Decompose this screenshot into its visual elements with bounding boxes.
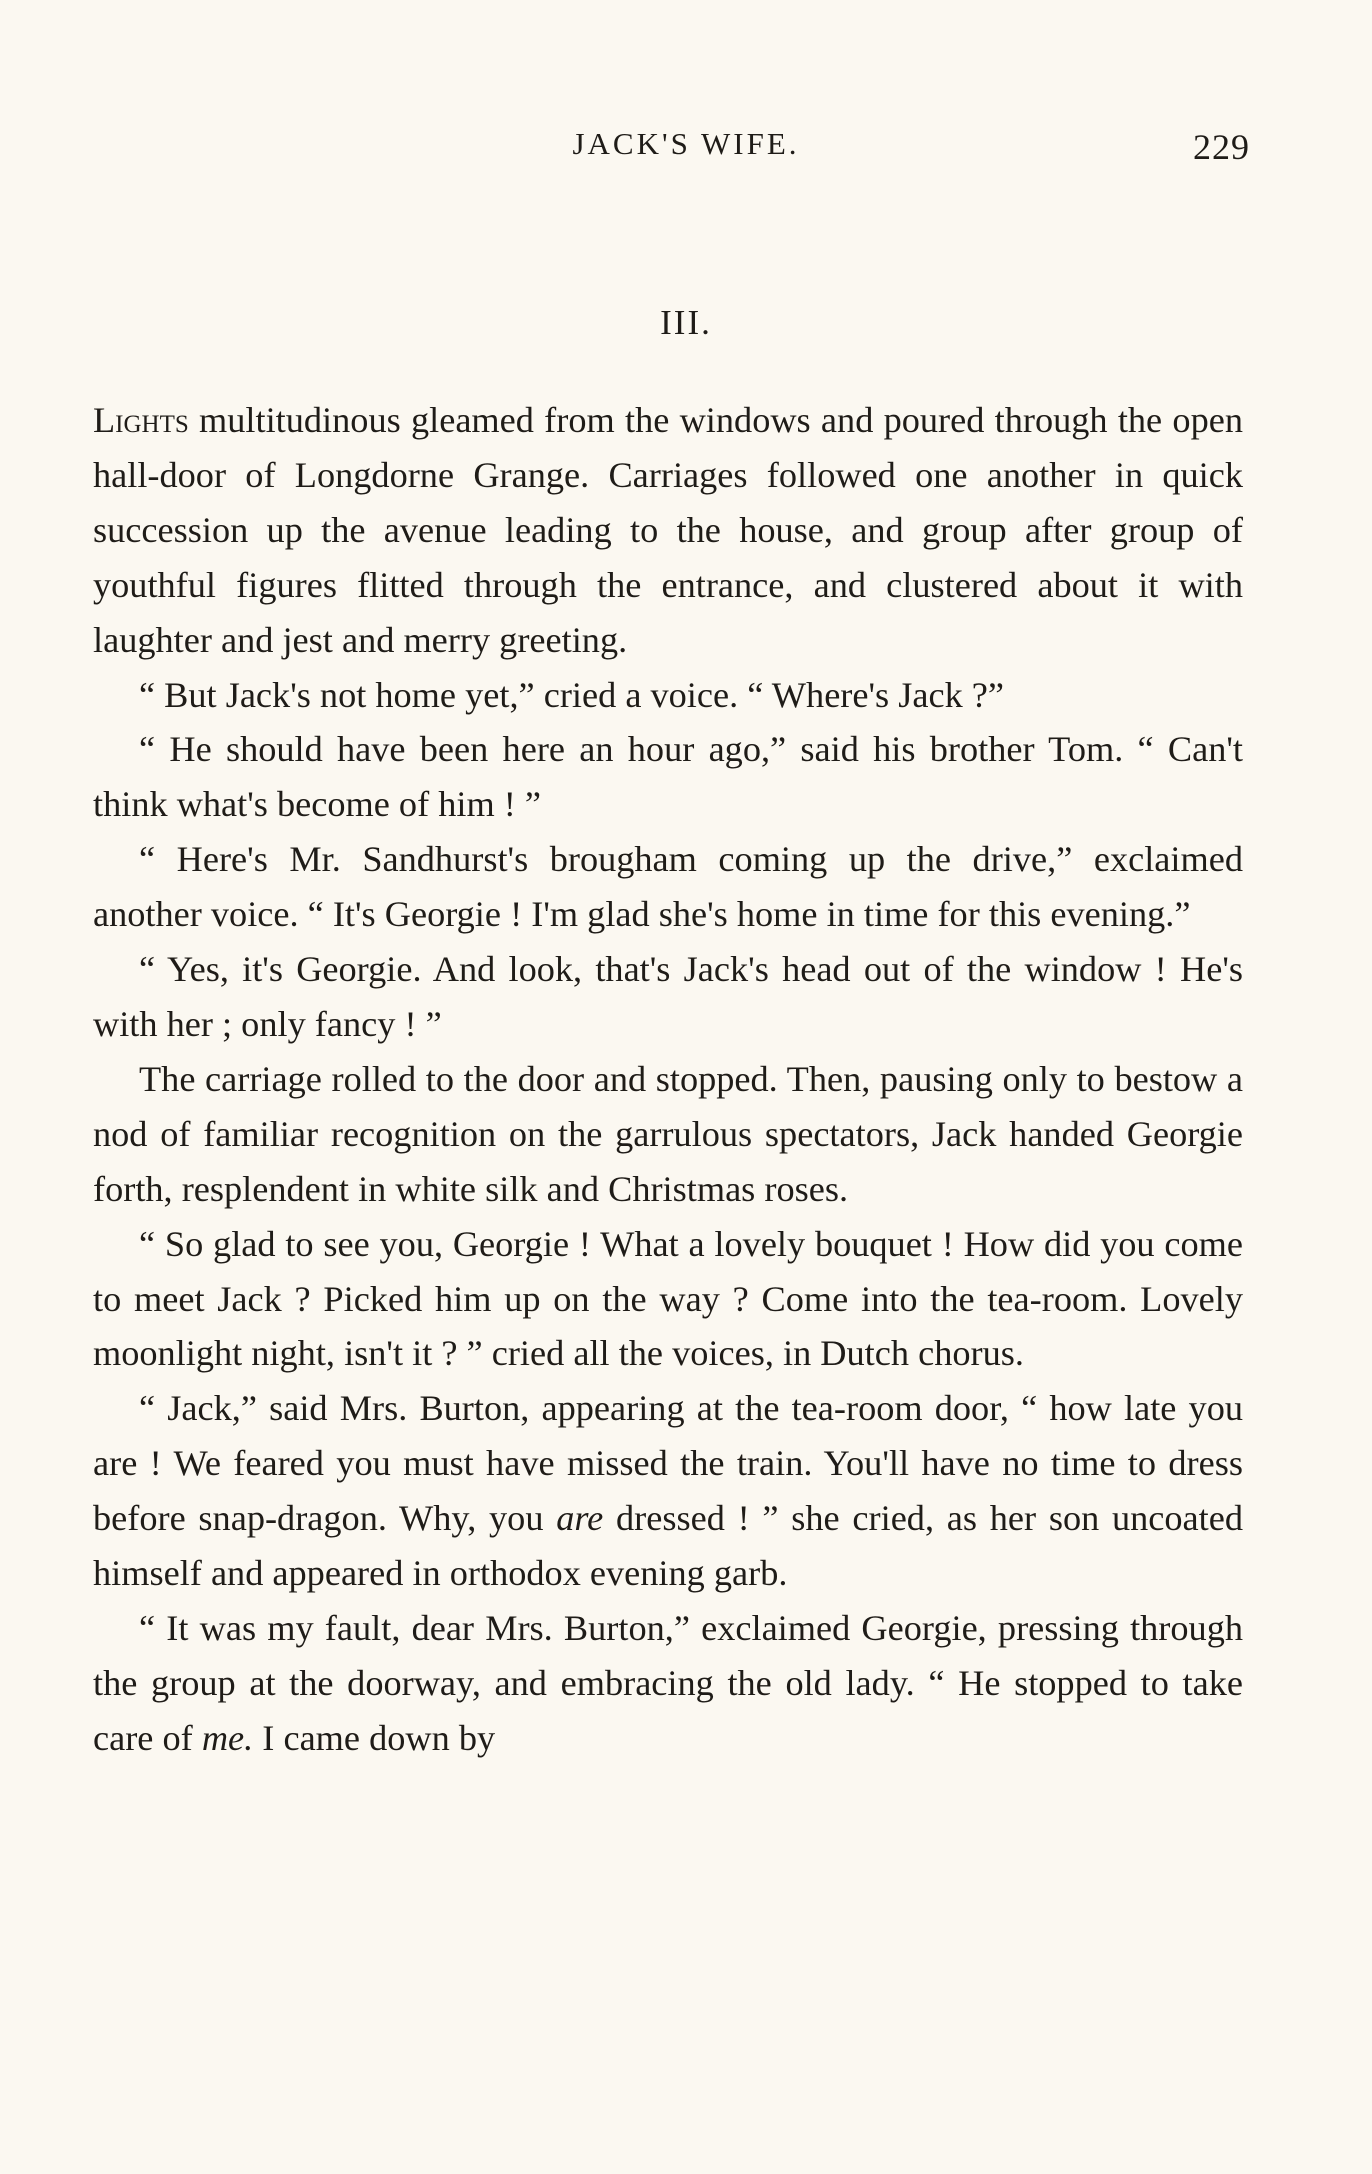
paragraph: “ But Jack's not home yet,” cried a voice. “ Where's Jack ?” bbox=[139, 674, 1005, 715]
page-number: 229 bbox=[1193, 127, 1250, 167]
opening-word: Lights bbox=[93, 400, 189, 440]
running-head bbox=[0, 126, 1372, 176]
paragraph: “ Here's Mr. Sandhurst's brougham coming up the drive,” exclaimed another voice. “ It's Georgie ! I'm glad she's home in time for this evening.” bbox=[93, 839, 1243, 935]
paragraph bbox=[93, 393, 1243, 668]
running-title: JACK'S WIFE. bbox=[572, 126, 800, 161]
paragraph bbox=[93, 1381, 1243, 1601]
paragraph-text: dressed ! ” she cried, as her son uncoated himself and appeared in orthodox evening garb. bbox=[93, 1498, 1244, 1594]
paragraph-text: “ Jack,” said Mrs. Burton, appearing at the tea-room door, “ how late you are ! We feared you must have missed the train. You'll have no time to dress before snap-dragon. Why, you bbox=[93, 1388, 1243, 1539]
body-text bbox=[93, 393, 1243, 1766]
paragraph-text: “ It was my fault, dear Mrs. Burton,” exclaimed Georgie, pressing through the group at the doorway, and embracing the old lady. “ He stopped to take care of bbox=[93, 1607, 1243, 1758]
emphasis-text: me. bbox=[201, 1717, 254, 1758]
paragraph: The carriage rolled to the door and stopped. Then, pausing only to bestow a nod of familiar recognition on the garrulous spectators, Jack handed Georgie forth, resplendent in white silk and Christmas roses. bbox=[93, 1058, 1243, 1209]
paragraph: “ Yes, it's Georgie. And look, that's Jack's head out of the window ! He's with her ; only fancy ! ” bbox=[93, 949, 1243, 1044]
paragraph-text: I came down by bbox=[253, 1717, 496, 1758]
emphasis-text: are bbox=[556, 1498, 604, 1539]
paragraph: “ So glad to see you, Georgie ! What a lovely bouquet ! How did you come to meet Jack ? Picked him up on the way ? Come into the tea-room. Lovely moonlight night, isn't it ? ” cried all the voices, in Dutch chorus. bbox=[93, 1223, 1243, 1374]
paragraph-text: multitudinous gleamed from the windows and poured through the open hall-door of Longdorne Grange. Carriages followed one another in quick succession up the avenue leading to the house, and group after group of youthful figures flitted through the entrance, and clustered about it with laughter and jest and merry greeting. bbox=[93, 400, 1243, 660]
section-number: III. bbox=[660, 303, 712, 342]
paragraph: “ He should have been here an hour ago,” said his brother Tom. “ Can't think what's become of him ! ” bbox=[93, 729, 1243, 825]
paragraph bbox=[93, 1601, 1243, 1766]
